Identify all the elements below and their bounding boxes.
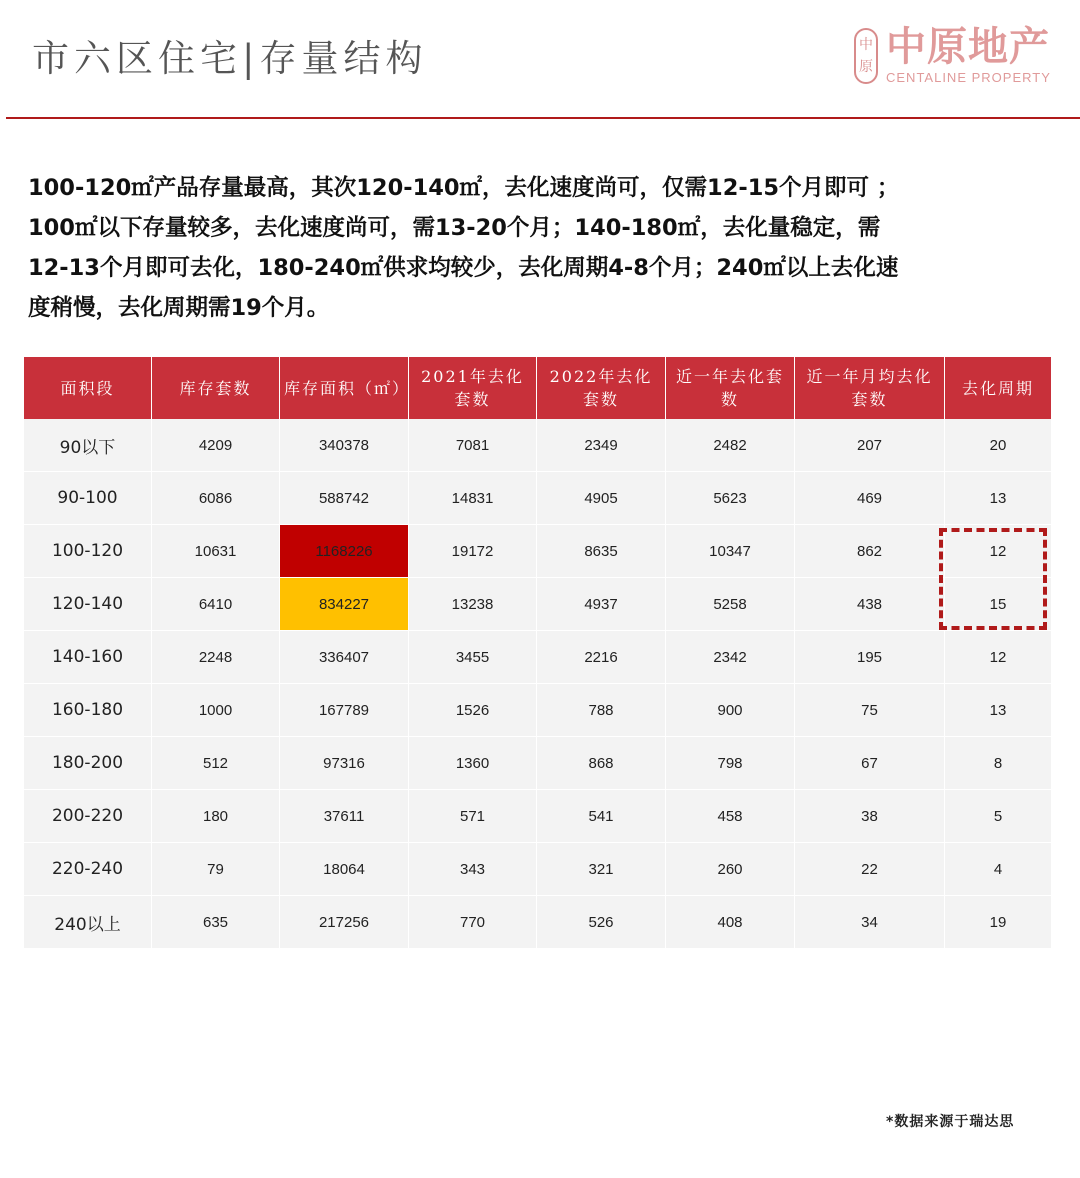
monthly-avg-cell: 438 bbox=[795, 578, 945, 631]
inventory-units-cell: 4209 bbox=[152, 419, 280, 472]
area-segment-cell: 220-240 bbox=[24, 843, 152, 896]
monthly-avg-cell: 469 bbox=[795, 472, 945, 525]
sold-last-year-cell: 2482 bbox=[666, 419, 795, 472]
inventory-table bbox=[24, 357, 1051, 949]
table-row bbox=[24, 684, 1051, 737]
area-segment-cell: 90以下 bbox=[24, 419, 152, 472]
inventory-units-cell: 79 bbox=[152, 843, 280, 896]
absorption-period-cell: 8 bbox=[945, 737, 1051, 790]
page-title: 市六区住宅|存量结构 bbox=[32, 37, 428, 80]
sold-2021-cell: 770 bbox=[409, 896, 537, 949]
monthly-avg-cell: 67 bbox=[795, 737, 945, 790]
inventory-area-cell: 834227 bbox=[280, 578, 409, 631]
absorption-period-cell: 20 bbox=[945, 419, 1051, 472]
sold-2022-cell: 8635 bbox=[537, 525, 666, 578]
inventory-area-cell: 340378 bbox=[280, 419, 409, 472]
absorption-period-cell: 4 bbox=[945, 843, 1051, 896]
area-segment-cell: 120-140 bbox=[24, 578, 152, 631]
sold-2022-cell: 541 bbox=[537, 790, 666, 843]
sold-last-year-cell: 458 bbox=[666, 790, 795, 843]
highlight-dashed-box bbox=[939, 528, 1047, 630]
table-row bbox=[24, 578, 1051, 631]
sold-2021-cell: 7081 bbox=[409, 419, 537, 472]
header-monthly-avg-sold: 近一年月均去化套数 bbox=[795, 357, 945, 419]
monthly-avg-cell: 38 bbox=[795, 790, 945, 843]
table-row bbox=[24, 631, 1051, 684]
summary-line: 100㎡以下存量较多，去化速度尚可，需13-20个月；140-180㎡，去化量稳定，需 bbox=[28, 215, 881, 241]
inventory-area-cell: 588742 bbox=[280, 472, 409, 525]
sold-last-year-cell: 798 bbox=[666, 737, 795, 790]
inventory-area-cell: 18064 bbox=[280, 843, 409, 896]
sold-2021-cell: 571 bbox=[409, 790, 537, 843]
sold-last-year-cell: 2342 bbox=[666, 631, 795, 684]
sold-2022-cell: 788 bbox=[537, 684, 666, 737]
sold-2021-cell: 14831 bbox=[409, 472, 537, 525]
data-source-note: *数据来源于瑞达思 bbox=[886, 1114, 1015, 1130]
header-last-year-sold: 近一年去化套数 bbox=[666, 357, 795, 419]
header-inventory-area: 库存面积（㎡） bbox=[280, 357, 409, 419]
sold-last-year-cell: 900 bbox=[666, 684, 795, 737]
monthly-avg-cell: 22 bbox=[795, 843, 945, 896]
header-2021-sold: 2021年去化套数 bbox=[409, 357, 537, 419]
absorption-period-cell: 12 bbox=[945, 631, 1051, 684]
inventory-units-cell: 6086 bbox=[152, 472, 280, 525]
inventory-units-cell: 6410 bbox=[152, 578, 280, 631]
absorption-period-cell: 12 bbox=[945, 525, 1051, 578]
sold-2021-cell: 19172 bbox=[409, 525, 537, 578]
table-header-row bbox=[24, 357, 1051, 419]
sold-2022-cell: 2349 bbox=[537, 419, 666, 472]
summary-line: 度稍慢，去化周期需19个月。 bbox=[28, 295, 330, 321]
area-segment-cell: 160-180 bbox=[24, 684, 152, 737]
area-segment-cell: 240以上 bbox=[24, 896, 152, 949]
inventory-area-cell: 217256 bbox=[280, 896, 409, 949]
sold-2021-cell: 1360 bbox=[409, 737, 537, 790]
monthly-avg-cell: 75 bbox=[795, 684, 945, 737]
header-area-segment: 面积段 bbox=[24, 357, 152, 419]
inventory-units-cell: 1000 bbox=[152, 684, 280, 737]
monthly-avg-cell: 195 bbox=[795, 631, 945, 684]
table-row bbox=[24, 472, 1051, 525]
sold-last-year-cell: 5258 bbox=[666, 578, 795, 631]
sold-2021-cell: 13238 bbox=[409, 578, 537, 631]
sold-2022-cell: 526 bbox=[537, 896, 666, 949]
inventory-area-cell: 167789 bbox=[280, 684, 409, 737]
sold-2021-cell: 3455 bbox=[409, 631, 537, 684]
absorption-period-cell: 13 bbox=[945, 684, 1051, 737]
inventory-area-cell: 37611 bbox=[280, 790, 409, 843]
sold-last-year-cell: 408 bbox=[666, 896, 795, 949]
table-row bbox=[24, 790, 1051, 843]
header-absorption-period: 去化周期 bbox=[945, 357, 1051, 419]
inventory-area-cell: 336407 bbox=[280, 631, 409, 684]
table-row bbox=[24, 525, 1051, 578]
sold-2022-cell: 4937 bbox=[537, 578, 666, 631]
area-segment-cell: 200-220 bbox=[24, 790, 152, 843]
inventory-units-cell: 180 bbox=[152, 790, 280, 843]
inventory-units-cell: 512 bbox=[152, 737, 280, 790]
centaline-logo bbox=[852, 26, 1052, 90]
area-segment-cell: 140-160 bbox=[24, 631, 152, 684]
absorption-period-cell: 5 bbox=[945, 790, 1051, 843]
inventory-area-cell: 97316 bbox=[280, 737, 409, 790]
sold-2022-cell: 868 bbox=[537, 737, 666, 790]
monthly-avg-cell: 34 bbox=[795, 896, 945, 949]
inventory-units-cell: 635 bbox=[152, 896, 280, 949]
area-segment-cell: 90-100 bbox=[24, 472, 152, 525]
title-divider bbox=[6, 117, 1080, 119]
sold-2021-cell: 1526 bbox=[409, 684, 537, 737]
absorption-period-cell: 15 bbox=[945, 578, 1051, 631]
sold-2022-cell: 2216 bbox=[537, 631, 666, 684]
monthly-avg-cell: 207 bbox=[795, 419, 945, 472]
absorption-period-cell: 19 bbox=[945, 896, 1051, 949]
inventory-units-cell: 10631 bbox=[152, 525, 280, 578]
area-segment-cell: 180-200 bbox=[24, 737, 152, 790]
summary-line: 100-120㎡产品存量最高，其次120-140㎡，去化速度尚可，仅需12-15个月即可 ； bbox=[28, 175, 900, 201]
table-row bbox=[24, 737, 1051, 790]
table-body bbox=[24, 419, 1051, 949]
sold-last-year-cell: 10347 bbox=[666, 525, 795, 578]
sold-2022-cell: 4905 bbox=[537, 472, 666, 525]
sold-last-year-cell: 5623 bbox=[666, 472, 795, 525]
summary-line: 12-13个月即可去化，180-240㎡供求均较少，去化周期4-8个月；240㎡以上去化速 bbox=[28, 255, 899, 281]
sold-2021-cell: 343 bbox=[409, 843, 537, 896]
summary-text bbox=[28, 168, 1058, 328]
header-2022-sold: 2022年去化套数 bbox=[537, 357, 666, 419]
area-segment-cell: 100-120 bbox=[24, 525, 152, 578]
logo-subtitle: CENTALINE PROPERTY bbox=[886, 70, 1051, 85]
table-row bbox=[24, 896, 1051, 949]
table-row bbox=[24, 843, 1051, 896]
inventory-area-cell: 1168226 bbox=[280, 525, 409, 578]
sold-2022-cell: 321 bbox=[537, 843, 666, 896]
absorption-period-cell: 13 bbox=[945, 472, 1051, 525]
header-inventory-units: 库存套数 bbox=[152, 357, 280, 419]
sold-last-year-cell: 260 bbox=[666, 843, 795, 896]
logo-name: 中原地产 bbox=[886, 24, 1050, 70]
logo-seal-icon: 中原 bbox=[854, 28, 878, 84]
inventory-units-cell: 2248 bbox=[152, 631, 280, 684]
monthly-avg-cell: 862 bbox=[795, 525, 945, 578]
table-row bbox=[24, 419, 1051, 472]
